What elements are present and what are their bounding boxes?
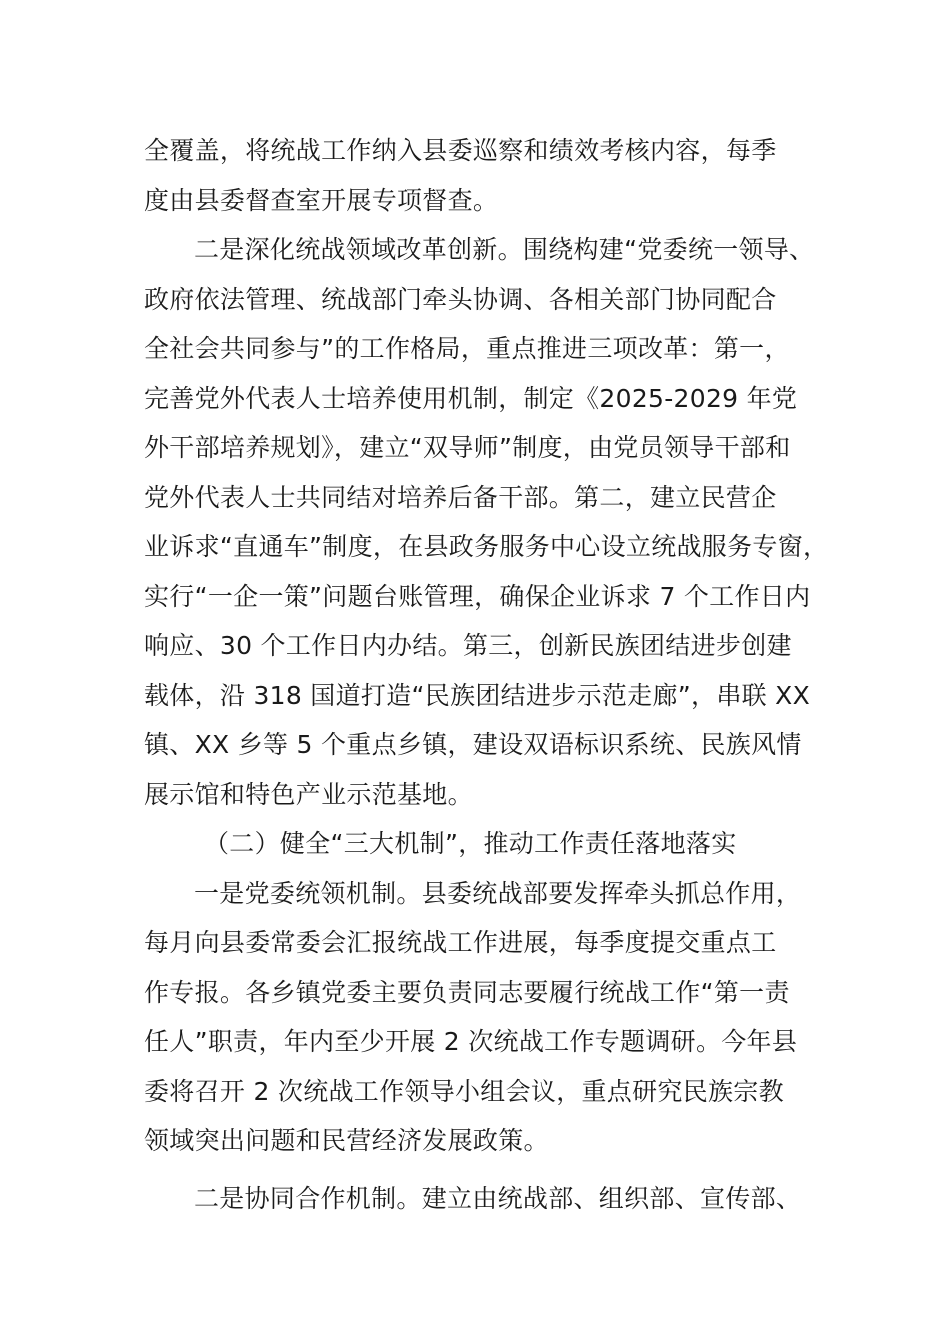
- paragraph-line: 每月向县委常委会汇报统战工作进展，每季度提交重点工: [144, 928, 777, 957]
- paragraph-line: 政府依法管理、统战部门牵头协调、各相关部门协同配合: [144, 284, 777, 314]
- paragraph-line: 党外代表人士共同结对培养后备干部。第二，建立民营企: [144, 482, 777, 512]
- paragraph-line: 载体，沿 318 国道打造“民族团结进步示范走廊”，串联 XX: [144, 680, 811, 710]
- paragraph-line: 完善党外代表人士培养使用机制，制定《2025-2029 年党: [144, 383, 798, 413]
- paragraph-gap: [144, 1166, 834, 1174]
- paragraph-line: 全社会共同参与”的工作格局，重点推进三项改革：第一，: [144, 334, 790, 363]
- paragraph-line: 任人”职责，年内至少开展 2 次统战工作专题调研。今年县: [144, 1027, 798, 1056]
- paragraph-line: 外干部培养规划》，建立“双导师”制度，由党员领导干部和: [144, 433, 791, 462]
- paragraph-line: 委将召开 2 次统战工作领导小组会议，重点研究民族宗教: [144, 1076, 784, 1106]
- paragraph-line: 镇、XX 乡等 5 个重点乡镇，建设双语标识系统、民族风情: [144, 730, 802, 759]
- paragraph-first-line: 二是协同合作机制。建立由统战部、组织部、宣传部、: [194, 1183, 802, 1213]
- paragraph-line: 作专报。各乡镇党委主要负责同志要履行统战工作“第一责: [144, 977, 790, 1007]
- paragraph-line: 度由县委督查室开展专项督查。: [144, 185, 499, 215]
- paragraph-line: 全覆盖，将统战工作纳入县委巡察和绩效考核内容，每季: [144, 136, 777, 165]
- document-body: [144, 126, 834, 1223]
- section-heading: （二）健全“三大机制”，推动工作责任落地落实: [204, 829, 737, 858]
- paragraph-line: 领域突出问题和民营经济发展政策。: [144, 1126, 549, 1155]
- paragraph-line: 业诉求“直通车”制度，在县政务服务中心设立统战服务专窗，: [144, 532, 829, 561]
- paragraph-first-line: 一是党委统领机制。县委统战部要发挥牵头抓总作用，: [194, 878, 802, 908]
- paragraph-first-line: 二是深化统战领域改革创新。围绕构建“党委统一领导、: [194, 235, 815, 264]
- paragraph-line: 展示馆和特色产业示范基地。: [144, 779, 473, 809]
- paragraph-line: 实行“一企一策”问题台账管理，确保企业诉求 7 个工作日内: [144, 581, 811, 611]
- paragraph-line: 响应、30 个工作日内办结。第三，创新民族团结进步创建: [144, 631, 792, 660]
